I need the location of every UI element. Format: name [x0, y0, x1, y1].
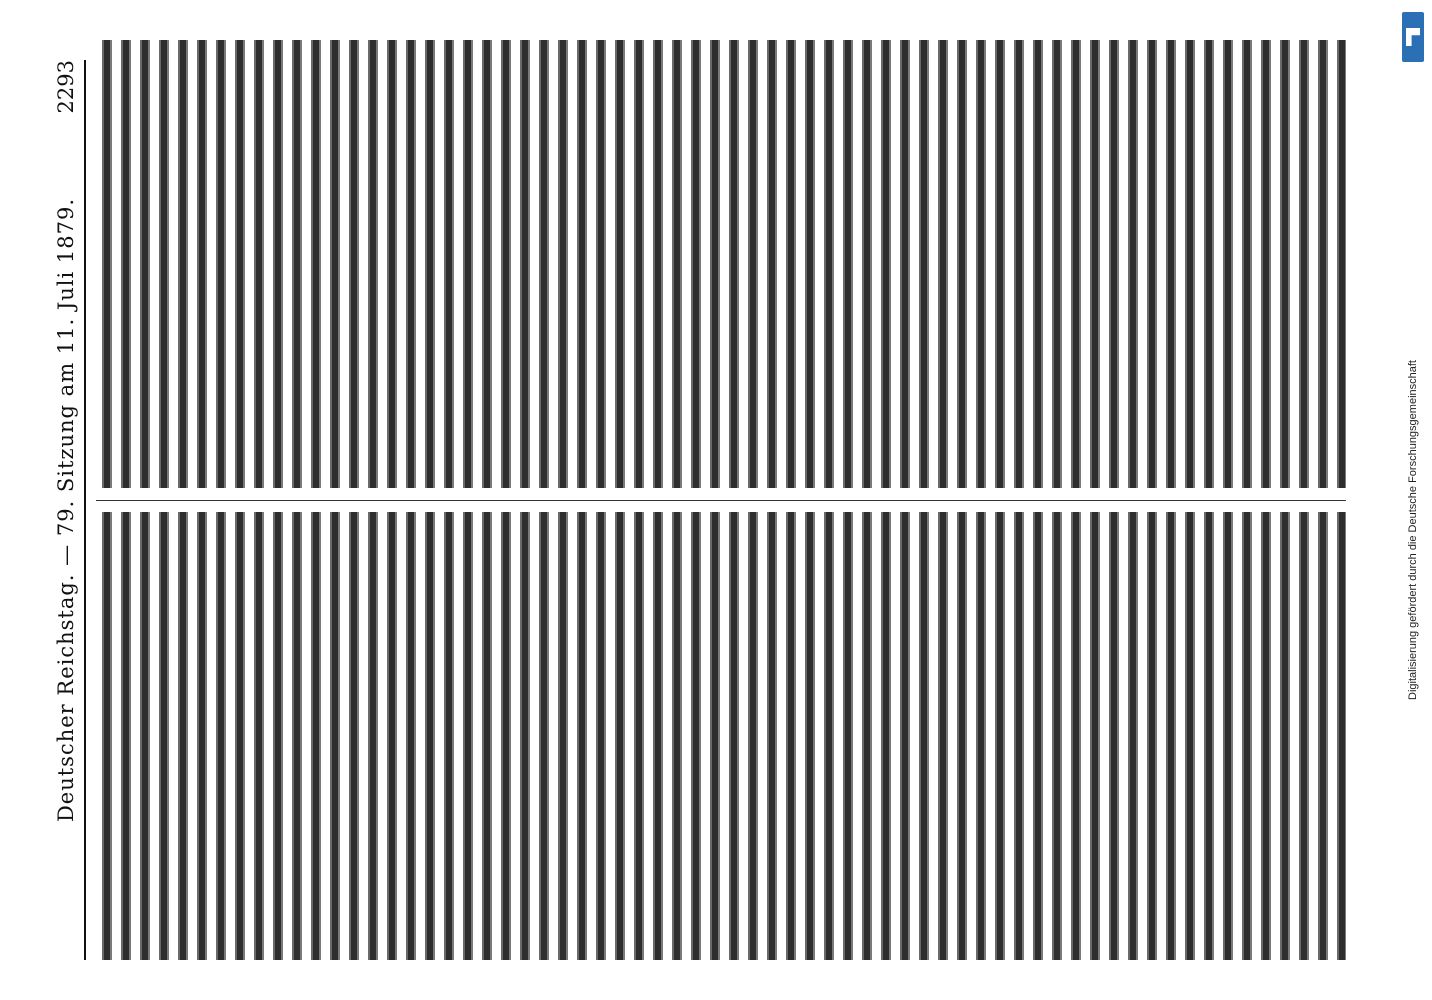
- text-column-left: [96, 512, 1346, 960]
- dfg-logo-mark: [1406, 28, 1420, 46]
- text-column-right: [96, 40, 1346, 488]
- running-header: [50, 60, 86, 960]
- digitization-credit: [1398, 70, 1428, 990]
- digitization-credit-text: Digitalisierung gefördert durch die Deutsche Forschungsgemeinschaft: [1407, 360, 1419, 700]
- text-lines: [96, 512, 1346, 960]
- text-lines: [96, 40, 1346, 488]
- page-number: 2293: [54, 60, 78, 114]
- dfg-logo-icon: [1402, 12, 1424, 62]
- running-header-text: Deutscher Reichstag. — 79. Sitzung am 11. Juli 1879.: [54, 197, 78, 823]
- column-divider: [96, 500, 1346, 501]
